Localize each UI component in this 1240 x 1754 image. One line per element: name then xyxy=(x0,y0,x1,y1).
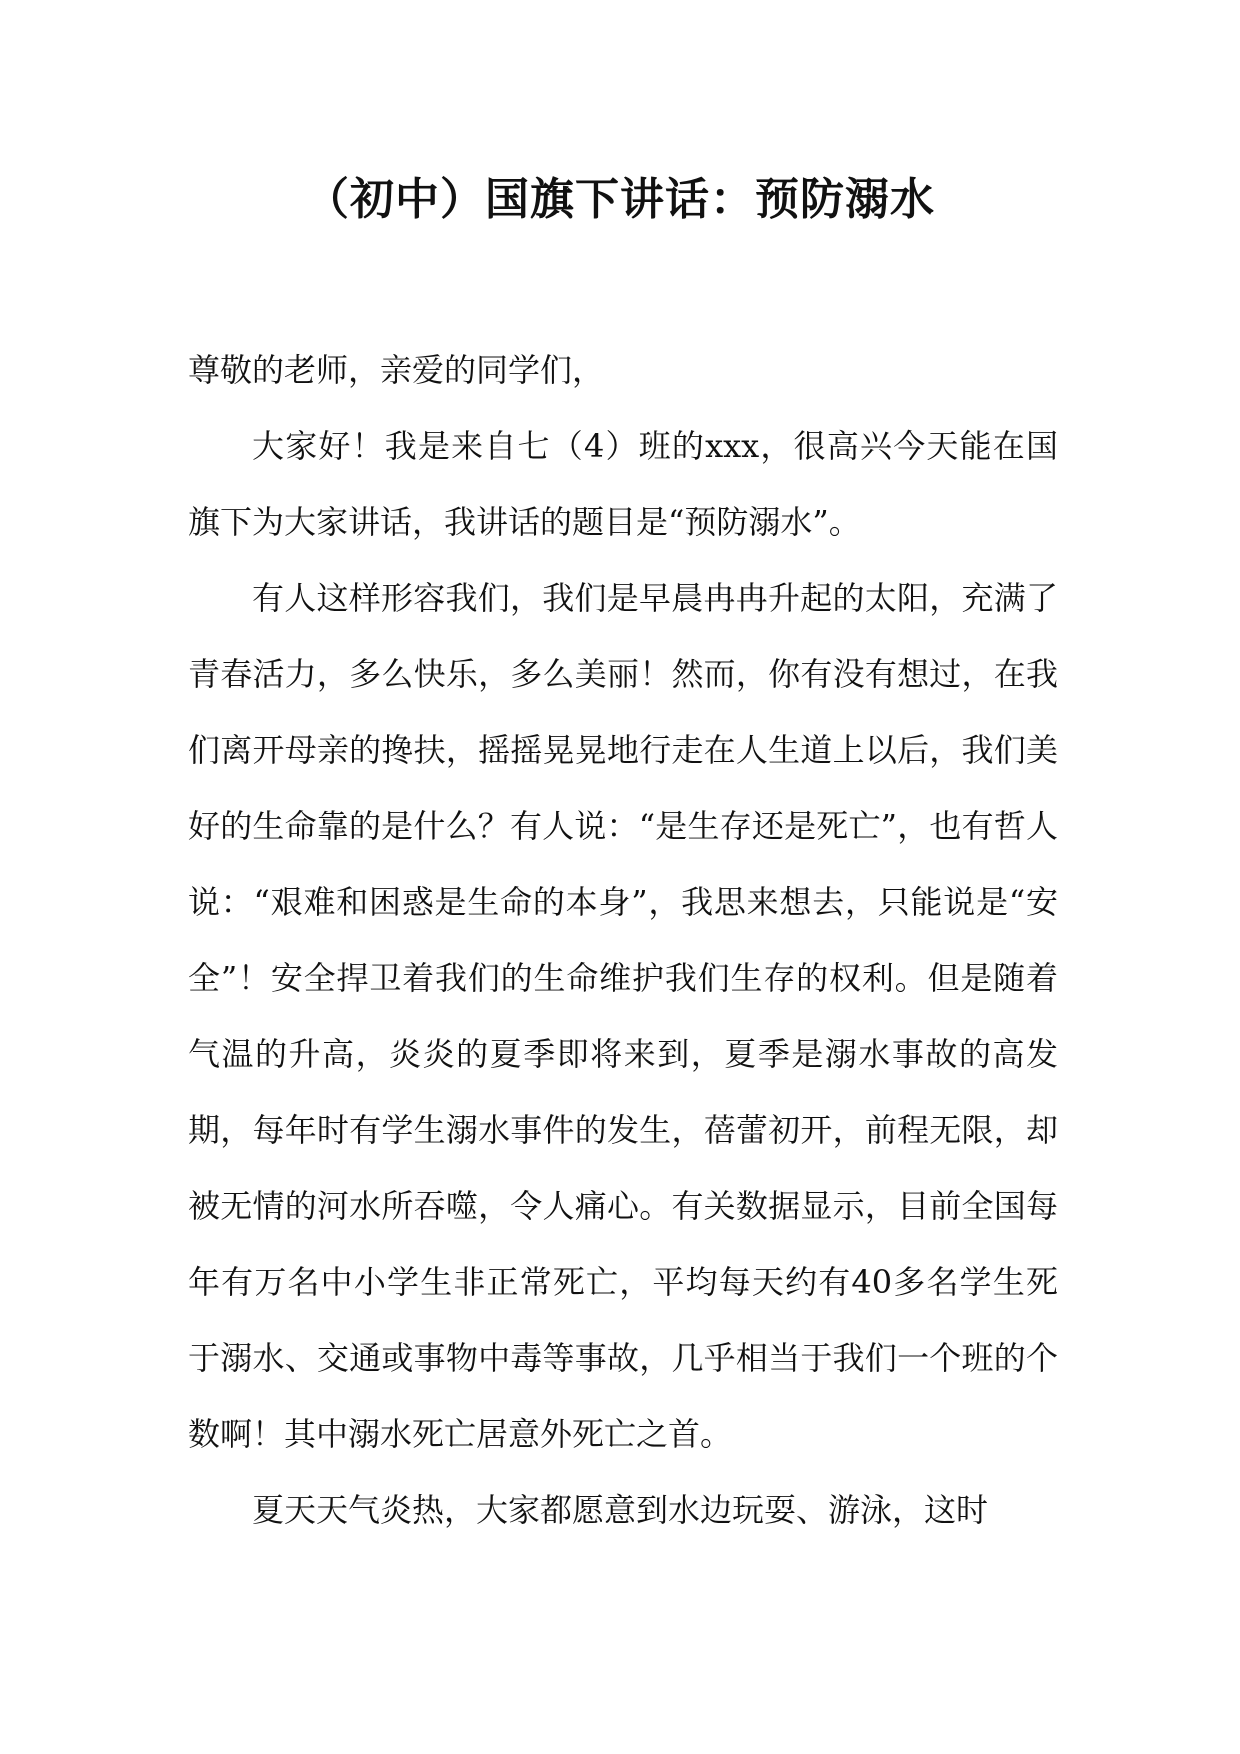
paragraph-safety: 有人这样形容我们，我们是早晨冉冉升起的太阳，充满了青春活力，多么快乐，多么美丽！然而，你有没有想过，在我们离开母亲的搀扶，摇摇晃晃地行走在人生道上以后，我们美好的生命靠的是什么？有人说：“是生存还是死亡”，也有哲人说：“艰难和困惑是生命的本身”，我思来想去，只能说是“安全”！安全捍卫着我们的生命维护我们生存的权利。但是随着气温的升高，炎炎的夏季即将来到，夏季是溺水事故的高发期，每年时有学生溺水事件的发生，蓓蕾初开，前程无限，却被无情的河水所吞噬，令人痛心。有关数据显示，目前全国每年有万名中小学生非正常死亡，平均每天约有40多名学生死于溺水、交通或事物中毒等事故，几乎相当于我们一个班的个数啊！其中溺水死亡居意外死亡之首。 xyxy=(188,579,1058,1453)
document-body xyxy=(188,332,1058,1548)
paragraph-greeting: 大家好！我是来自七（4）班的xxx，很高兴今天能在国旗下为大家讲话，我讲话的题目是“预防溺水”。 xyxy=(188,427,1058,541)
document-title: （初中）国旗下讲话：预防溺水 xyxy=(305,174,935,225)
salutation: 尊敬的老师，亲爱的同学们， xyxy=(188,351,605,389)
paragraph-summer: 夏天天气炎热，大家都愿意到水边玩耍、游泳，这时 xyxy=(252,1491,989,1529)
